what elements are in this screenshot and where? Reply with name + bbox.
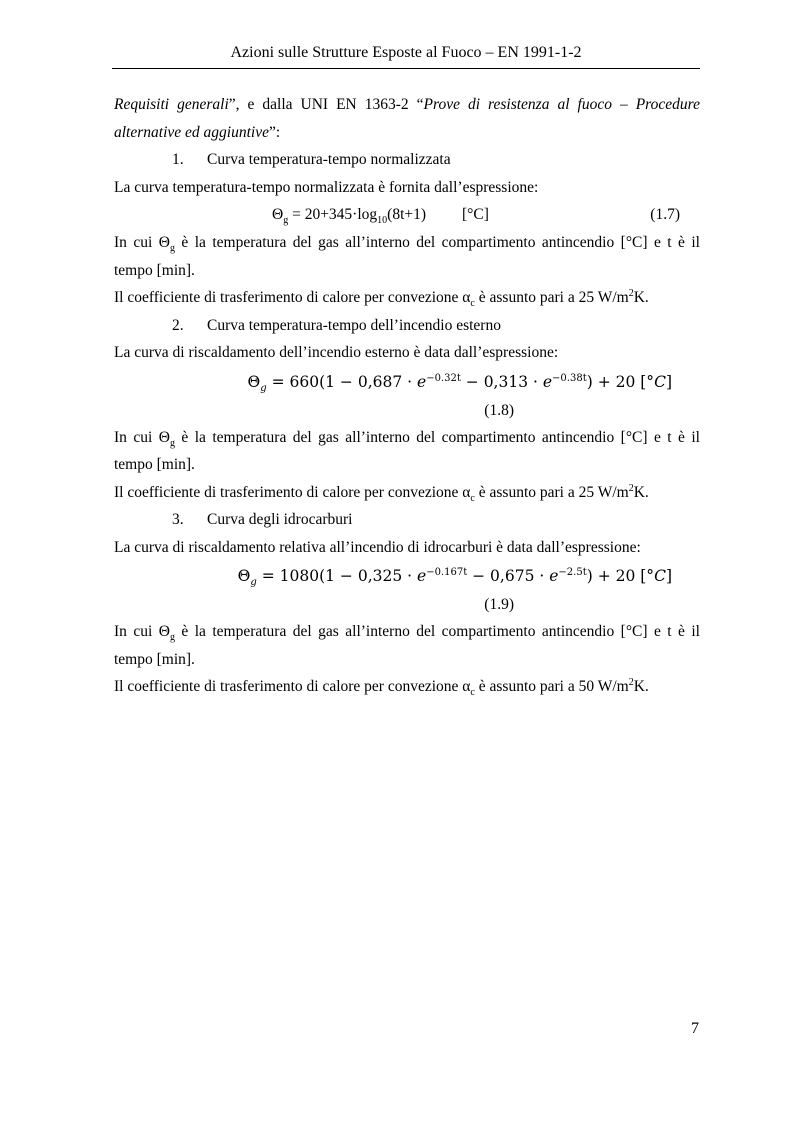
section-3-lead: La curva di riscaldamento relativa all’incendio di idrocarburi è data dall’espressione: (114, 538, 641, 556)
section-3-coefficient: Il coefficiente di trasferimento di calore per convezione $\alpha_c$ è assunto pari a 50 $W/m^2K$. (114, 676, 649, 699)
header-rule (112, 68, 700, 69)
formula-1-9-number: (1.9) (484, 596, 514, 613)
intro-line-2: alternative ed aggiuntive”: (114, 123, 281, 141)
formula-1-7 (114, 201, 700, 229)
section-1-coefficient: Il coefficiente di trasferimento di calore per convezione $\alpha_c$ è assunto pari a 25 $W/m^2K$. (114, 287, 649, 310)
section-1-heading: 1. Curva temperatura-tempo normalizzata (172, 151, 451, 168)
formula-1-7-expression: $\Theta_g = 20+345\cdot\log_{10}(8t+1)$ (272, 206, 427, 227)
formula-1-8-expression: $\Theta_g = 660(1 - 0,687 \cdot e^{-0.32t} - 0,313 \cdot e^{-0.38t}) + 20$ [°C] (247, 372, 672, 394)
section-1-desc-line-2: tempo [min]. (114, 261, 195, 279)
section-1-lead: La curva temperatura-tempo normalizzata è fornita dall’espressione: (114, 178, 539, 196)
section-2-desc-line-1: In cui $\Theta_g$ è la temperatura del gas all’interno del compartimento antincendio [°C] e t è il (114, 428, 700, 449)
formula-1-7-number: (1.7) (650, 206, 680, 223)
section-1-desc-line-1: In cui $\Theta_g$ è la temperatura del gas all’interno del compartimento antincendio [°C] e t è il (114, 234, 700, 255)
section-3-heading: 3. Curva degli idrocarburi (172, 511, 353, 528)
section-2-desc-line-2: tempo [min]. (114, 456, 195, 473)
body-text (114, 91, 700, 701)
formula-1-9-expression: $\Theta_g = 1080(1 - 0,325 \cdot e^{-0.167t} - 0,675 \cdot e^{-2.5t}) + 20$ [°C] (237, 566, 672, 589)
section-2-coefficient: Il coefficiente di trasferimento di calore per convezione $\alpha_c$ è assunto pari a 25 $W/m^2K$. (114, 482, 649, 504)
section-2-heading: 2. Curva temperatura-tempo dell’incendio esterno (172, 316, 501, 334)
running-header: Azioni sulle Strutture Esposte al Fuoco – EN 1991-1-2 (230, 44, 582, 61)
section-3-desc-line-2: tempo [min]. (114, 650, 195, 668)
page-number: 7 (691, 1020, 699, 1037)
formula-1-8-number: (1.8) (484, 401, 514, 419)
section-2-lead: La curva di riscaldamento dell’incendio esterno è data dall’espressione: (114, 344, 559, 361)
formula-1-7-unit: [°C] (462, 206, 489, 223)
section-3-desc-line-1: In cui $\Theta_g$ è la temperatura del gas all’interno del compartimento antincendio [°C] e t è il (114, 623, 700, 644)
intro-line-1: Requisiti generali”, e dalla UNI EN 1363-2 “Prove di resistenza al fuoco – Procedure (114, 96, 700, 113)
